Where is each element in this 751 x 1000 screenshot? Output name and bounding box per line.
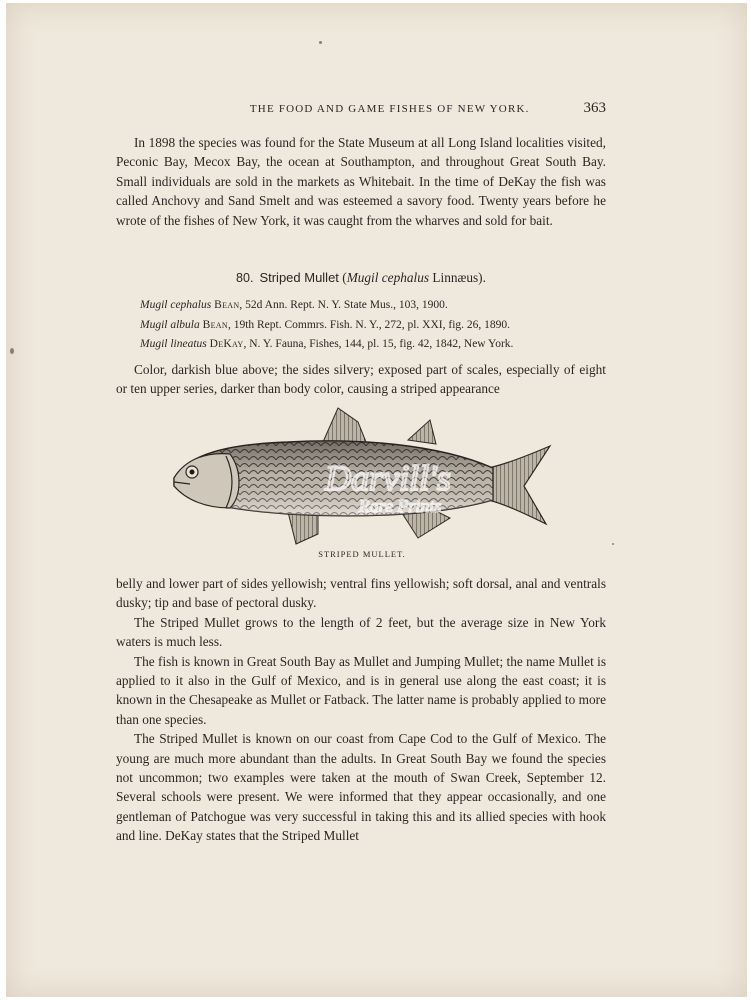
figure-caption: STRIPED MULLET. [318,549,406,559]
description-paragraph: Color, darkish blue above; the sides silvery; exposed part of scales, especially of eight or ten upper series, darker than body color, causing a striped appearance [116,362,606,397]
striped-mullet-illustration [168,404,560,552]
synonym-author: Bean [214,299,240,311]
watermark-subtext: Rare Prints [358,496,442,516]
species-number: 80. [236,271,254,285]
description-text-block [116,360,606,399]
body-paragraph: belly and lower part of sides yellowish; ventral fins yellowish; soft dorsal, anal and ventrals dusky; tip and base of pectoral dusky. [116,576,606,611]
paren-open: ( [342,270,347,285]
synonymy-list [140,296,606,355]
synonym-citation: , 52d Ann. Rept. N. Y. State Mus., 103, 1900. [239,299,448,311]
paper-speck [319,41,322,44]
watermark-text: Darvill's [325,458,451,498]
synonym-entry [140,335,606,355]
running-header [116,100,606,117]
species-author: Linnæus). [429,270,486,285]
page-number: 363 [583,100,606,116]
body-paragraph: The fish is known in Great South Bay as Mullet and Jumping Mullet; the name Mullet is applied to it also in the Gulf of Mexico, and is in general use along the east coast; it is known in the Chesapeake as Mullet or Fatback. The latter name is probably applied to more than one species. [116,653,606,727]
synonym-name: Mugil lineatus [140,338,207,350]
synonym-name: Mugil albula [140,318,200,331]
species-common-name: Striped Mullet [259,270,339,285]
intro-text-block [116,133,606,230]
running-title: THE FOOD AND GAME FISHES OF NEW YORK. [249,103,530,115]
species-heading [116,270,606,286]
synonym-author: Bean [202,318,228,331]
synonym-citation: , N. Y. Fauna, Fishes, 144, pl. 15, fig. 42, 1842, New York. [243,338,514,350]
synonym-entry [140,296,606,316]
paper-speck [612,543,614,545]
synonym-entry [140,316,606,336]
intro-paragraph: In 1898 the species was found for the State Museum at all Long Island localities visited, Peconic Bay, Mecox Bay, the ocean at Southampton, and throughout Great South Bay. Small individuals are sold in the markets as Whitebait. In the time of DeKay the fish was called Anchovy and Sand Smelt and was esteemed a savory food. Twenty years before he wrote of the fishes of New York, it was caught from the wharves and sold for bait. [116,135,606,228]
fish-tail [488,446,550,524]
paper-speck [10,348,14,354]
body-paragraph: The Striped Mullet is known on our coast from Cape Cod to the Gulf of Mexico. The young are much more abundant than the adults. In Great South Bay we found the species not uncommon; two examples were taken at the mouth of Swan Creek, September 12. Several schools were present. We were informed that they appear occasionally, and one gentleman of Patchogue was very successful in taking this and its allied species with hook and line. DeKay states that the Striped Mullet [116,731,606,844]
synonym-author: DeKay [209,338,244,350]
fish-head [174,454,239,508]
species-scientific-name: Mugil cephalus [346,270,430,285]
body-paragraph: The Striped Mullet grows to the length of 2 feet, but the average size in New York waters is much less. [116,614,606,650]
body-text-block [116,574,606,846]
synonym-citation: , 19th Rept. Commrs. Fish. N. Y., 272, pl. XXI, fig. 26, 1890. [227,318,511,331]
synonym-name: Mugil cephalus [140,299,212,311]
